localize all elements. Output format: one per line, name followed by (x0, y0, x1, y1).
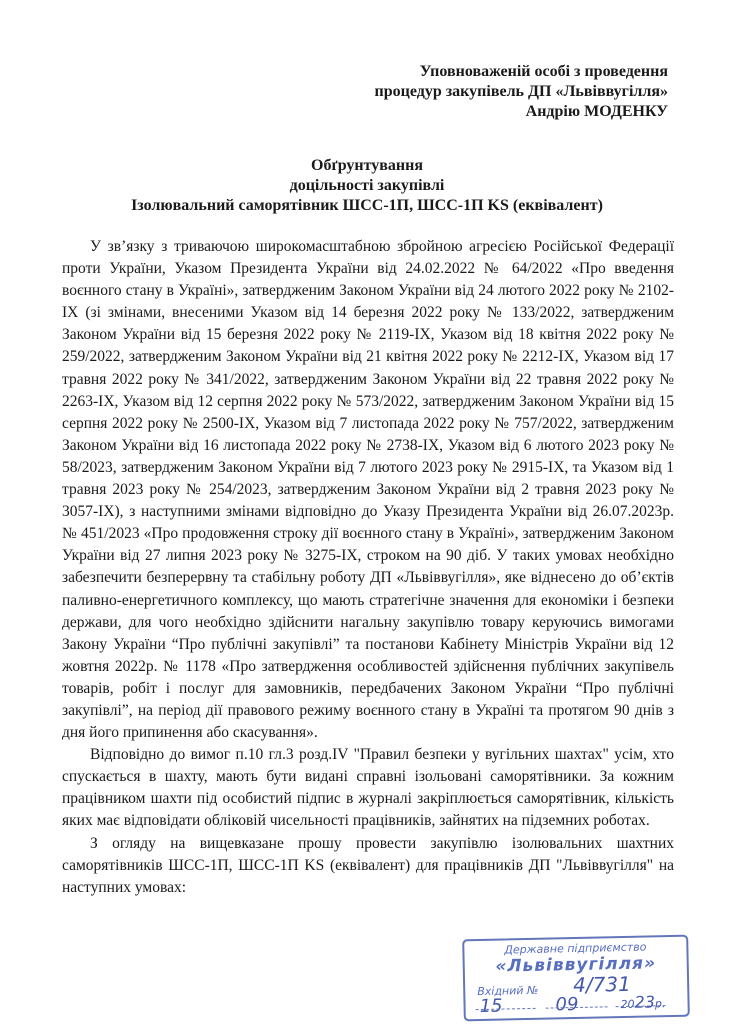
stamp-year-prefix: 20 (620, 997, 635, 1012)
registration-stamp (462, 935, 690, 1022)
addressee-name: Андрію МОДЕНКУ (525, 103, 668, 120)
stamp-day-line (476, 1008, 536, 1011)
stamp-incoming-label: Вхідний № (477, 983, 539, 999)
addressee-line-2: процедур закупівель ДП «Львіввугілля» (374, 83, 668, 100)
paragraph-2: Відповідно до вимог п.10 гл.3 розд.IV "Правил безпеки у вугільних шахтах" усім, хто спускається в шахту, мають бути видані справні ізольовані саморятівники. За кожним працівником шахти під особистий підпис в журналі закріплюється саморятівник, кількість яких має відповідати обліковій чисельності працівників, зайнятих на підземних роботах. (62, 746, 674, 830)
stamp-org: Державне підприємство (504, 940, 647, 957)
title-line-3: Ізолювальний саморятівник ШСС-1П, ШСС-1П KS (еквівалент) (131, 197, 603, 214)
stamp-year-unit: р. (654, 997, 666, 1011)
stamp-incoming-number: 4/731 (572, 971, 632, 998)
stamp-company-name: «Львіввугілля» (495, 953, 657, 977)
document-title (60, 156, 674, 216)
title-line-2: доцільності закупівлі (289, 177, 445, 194)
title-line-1: Обґрунтування (311, 157, 423, 174)
document-body (62, 236, 674, 899)
addressee-block (238, 62, 668, 122)
stamp-year (620, 992, 665, 1012)
stamp-day: 15 (479, 995, 503, 1018)
paragraph-1: У зв’язку з триваючою широкомасштабною збройною агресією Російської Федерації проти України, Указом Президента України від 24.02.2022 № 64/2022 «Про введення воєнного стану в Україні», затвердженим Законом України від 24 лютого 2022 року № 2102-IX (зі змінами, внесеними Указом від 14 березня 2022 року № 133/2022, затвердженим Законом України від 15 березня 2022 року № 2119-IX, Указом від 18 квітня 2022 року № 259/2022, затвердженим Законом України від 21 квітня 2022 року № 2212-IX, Указом від 17 травня 2022 року № 341/2022, затвердженим Законом України від 22 травня 2022 року № 2263-IX, Указом від 12 серпня 2022 року № 573/2022, затвердженим Законом України від 15 серпня 2022 року № 2500-IX, Указом від 7 листопада 2022 року № 757/2022, затвердженим Законом України від 16 листопада 2022 року № 2738-IX, Указом від 6 лютого 2023 року № 58/2023, затвердженим Законом України від 7 лютого 2023 року № 2915-IX, та Указом від 1 травня 2023 року № 254/2023, затвердженим Законом України від 2 травня 2023 року № 3057-IX), з наступними змінами відповідно до Указу Президента України від 26.07.2023р. № 451/2023 «Про продовження строку дії воєнного стану в Україні», затвердженим Законом України від 27 липня 2023 року № 3275-IX, строком на 90 діб. У таких умовах необхідно забезпечити безперервну та стабільну роботу ДП «Львіввугілля», яке віднесено до об’єктів паливно-енергетичного комплексу, що мають стратегічне значення для економіки і безпеки держави, для чого необхідно здійснити нагальну закупівлю товару керуючись вимогами Закону України “Про публічні закупівлі” та постанови Кабінету Міністрів України від 12 жовтня 2022р. № 1178 «Про затвердження особливостей здійснення публічних закупівель товарів, робіт і послуг для замовників, передбачених Законом України “Про публічні закупівлі”, на період дії правового режиму воєнного стану в Україні та протягом 90 днів з дня його припинення або скасування». (62, 238, 674, 742)
stamp-year-suffix: 23 (634, 992, 656, 1012)
addressee-line-1: Уповноваженій особі з проведення (419, 63, 668, 80)
paragraph-3: З огляду на вищевказане прошу провести закупівлю ізолювальних шахтних саморятівників ШСС-1П, ШСС-1П KS (еквівалент) для працівників ДП "Львіввугілля" на наступних умовах: (62, 834, 674, 896)
stamp-month: 09 (555, 993, 579, 1016)
